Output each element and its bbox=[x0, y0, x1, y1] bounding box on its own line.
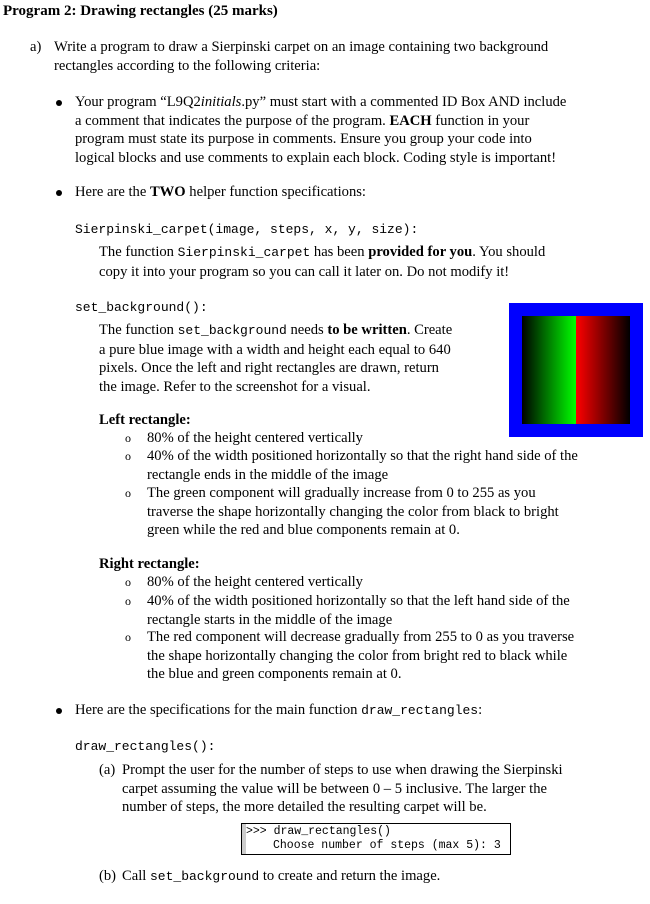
text: The function bbox=[99, 244, 178, 260]
step-a-text bbox=[122, 761, 632, 817]
sub-bullet: o bbox=[125, 594, 131, 608]
text: the shape horizontally changing the color from bright red to black while bbox=[147, 647, 568, 664]
sierpinski-description bbox=[99, 243, 619, 281]
text: the image. Refer to the screenshot for a visual. bbox=[99, 378, 371, 395]
bullet-3-text bbox=[75, 701, 482, 721]
right-rectangle-preview bbox=[576, 316, 630, 424]
text: program must state its purpose in comments. Ensure you group your code into bbox=[75, 131, 532, 147]
sub-bullet: o bbox=[125, 449, 131, 463]
sub-bullet: o bbox=[125, 431, 131, 445]
text: 40% of the width positioned horizontally so that the left hand side of the bbox=[147, 593, 570, 609]
python-shell-example bbox=[241, 823, 511, 855]
sub-bullet: o bbox=[125, 486, 131, 500]
code-text: set_background bbox=[149, 869, 260, 884]
text: Here are the specifications for the main function bbox=[75, 702, 362, 718]
text: .py” must start with a commented ID Box AND include bbox=[241, 94, 567, 110]
bullet-dot bbox=[56, 708, 62, 714]
text: green while the red and blue components remain at 0. bbox=[147, 522, 460, 538]
right-rect-item: 80% of the height centered vertically bbox=[147, 574, 363, 590]
output-screenshot bbox=[509, 303, 643, 437]
text: Here are the bbox=[75, 184, 150, 200]
right-rectangle-heading: Right rectangle: bbox=[99, 556, 200, 572]
text: a pure blue image with a width and height each equal to 640 bbox=[99, 341, 451, 358]
part-a-label: a) bbox=[30, 39, 42, 55]
text: rectangle starts in the middle of the image bbox=[147, 611, 393, 628]
right-rect-item bbox=[147, 592, 637, 629]
text: Call bbox=[122, 868, 150, 884]
right-rect-item bbox=[147, 628, 637, 684]
text: pixels. Once the left and right rectangles are drawn, return bbox=[99, 360, 439, 376]
set-background-signature: set_background(): bbox=[75, 300, 208, 315]
bullet-dot bbox=[56, 100, 62, 106]
text: to create and return the image. bbox=[259, 868, 441, 884]
text: : bbox=[478, 702, 483, 718]
text-bold: EACH bbox=[389, 112, 432, 129]
text: The red component will decrease gradually from 255 to 0 as you traverse bbox=[147, 629, 575, 645]
left-rect-item bbox=[147, 484, 637, 540]
text: . Create bbox=[406, 322, 453, 338]
part-a-line: rectangles according to the following criteria: bbox=[54, 57, 321, 74]
sub-bullet: o bbox=[125, 630, 131, 644]
text: carpet assuming the value will be between 0 – 5 inclusive. The larger the bbox=[122, 780, 547, 797]
text: has been bbox=[310, 244, 369, 260]
text-bold: to be written bbox=[327, 322, 407, 338]
text: The green component will gradually increase from 0 to 255 as you bbox=[147, 485, 536, 501]
step-b-label: (b) bbox=[99, 868, 117, 884]
sierpinski-signature: Sierpinski_carpet(image, steps, x, y, size): bbox=[75, 222, 419, 237]
shell-line: Choose number of steps (max 5): 3 bbox=[273, 839, 501, 852]
text-italic: initials bbox=[200, 94, 242, 110]
code-text: draw_rectangles bbox=[361, 703, 479, 718]
text: needs bbox=[286, 322, 328, 338]
set-background-description bbox=[99, 321, 504, 396]
sub-bullet: o bbox=[125, 575, 131, 589]
left-rect-item bbox=[147, 447, 637, 484]
text: Prompt the user for the number of steps to use when drawing the Sierpinski bbox=[122, 762, 563, 778]
text: . You should bbox=[472, 244, 546, 260]
text: the blue and green components remain at 0. bbox=[147, 666, 402, 682]
part-a-line: Write a program to draw a Sierpinski carpet on an image containing two background bbox=[54, 39, 549, 55]
text: helper function specifications: bbox=[185, 184, 366, 200]
text: copy it into your program so you can call it later on. Do not modify it! bbox=[99, 263, 510, 280]
code-text: Sierpinski_carpet bbox=[177, 245, 311, 260]
text: function in your bbox=[431, 112, 530, 129]
code-text: set_background bbox=[177, 323, 287, 338]
text: traverse the shape horizontally changing the color from black to bright bbox=[147, 503, 559, 520]
text: a comment that indicates the purpose of the program. bbox=[75, 112, 390, 129]
draw-rectangles-signature: draw_rectangles(): bbox=[75, 739, 216, 754]
text: number of steps, the more detailed the resulting carpet will be. bbox=[122, 799, 487, 815]
text: The function bbox=[99, 322, 178, 338]
text: logical blocks and use comments to explain each block. Coding style is important! bbox=[75, 149, 557, 166]
shell-line: >>> draw_rectangles() bbox=[246, 825, 391, 838]
text-bold: TWO bbox=[149, 184, 186, 200]
text: rectangle ends in the middle of the image bbox=[147, 466, 389, 483]
step-b-text bbox=[122, 867, 440, 887]
page-title: Program 2: Drawing rectangles (25 marks) bbox=[3, 3, 278, 19]
part-a-text bbox=[54, 38, 624, 75]
bullet-2-text bbox=[75, 183, 366, 202]
bullet-dot bbox=[56, 190, 62, 196]
bullet-1-text bbox=[75, 93, 635, 167]
text-bold: provided for you bbox=[368, 244, 473, 260]
left-rect-item: 80% of the height centered vertically bbox=[147, 430, 363, 446]
text: 40% of the width positioned horizontally so that the right hand side of the bbox=[147, 448, 578, 464]
left-rectangle-preview bbox=[522, 316, 576, 424]
step-a-label: (a) bbox=[99, 762, 116, 778]
text: Your program “L9Q2 bbox=[75, 94, 201, 110]
left-rectangle-heading: Left rectangle: bbox=[99, 412, 191, 428]
